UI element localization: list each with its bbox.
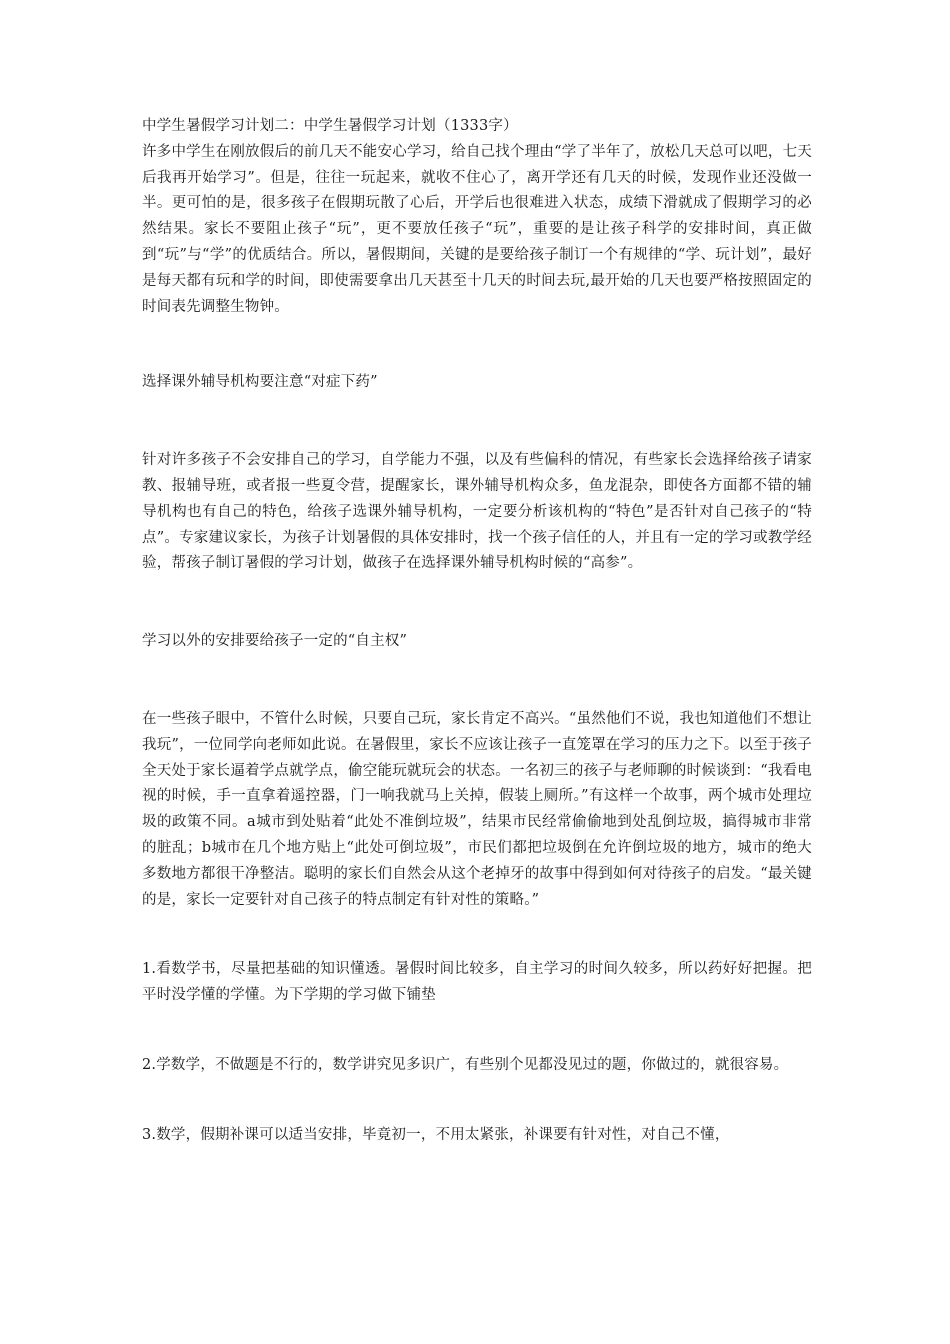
- spacer: [142, 396, 812, 448]
- spacer: [142, 320, 812, 370]
- list-item-1: 1.看数学书，尽量把基础的知识懂透。暑假时间比较多，自主学习的时间久较多，所以药好好把握。把平时没学懂的学懂。为下学期的学习做下铺垫: [142, 961, 812, 1004]
- section-heading-tutoring: 选择课外辅导机构要注意“对症下药”: [142, 374, 378, 391]
- spacer: [142, 577, 812, 629]
- spacer: [142, 1009, 812, 1053]
- document-page: [142, 114, 812, 1149]
- spacer: [142, 1079, 812, 1123]
- intro-paragraph: 许多中学生在刚放假后的前几天不能安心学习，给自己找个理由“学了半年了，放松几天总可以吧，七天后我再开始学习”。但是，往往一玩起来，就收不住心了，离开学还有几天的时候，发现作业还没做一半。更可怕的是，很多孩子在假期玩散了心后，开学后也很难进入状态，成绩下滑就成了假期学习的必然结果。家长不要阻止孩子“玩”，更不要放任孩子“玩”，重要的是让孩子科学的安排时间，真正做到“玩”与“学”的优质结合。所以，暑假期间，关键的是要给孩子制订一个有规律的“学、玩计划”，最好是每天都有玩和学的时间，即使需要拿出几天甚至十几天的时间去玩,最开始的几天也要严格按照固定的时间表先调整生物钟。: [142, 143, 812, 315]
- autonomy-paragraph: 在一些孩子眼中，不管什么时候，只要自己玩，家长肯定不高兴。“虽然他们不说，我也知道他们不想让我玩”，一位同学向老师如此说。在暑假里，家长不应该让孩子一直笼罩在学习的压力之下。以至于孩子全天处于家长逼着学点就学点，偷空能玩就玩会的状态。一名初三的孩子与老师聊的时候谈到：“我看电视的时候，手一直拿着遥控器，门一响我就马上关掉，假装上厕所。”有这样一个故事，两个城市处理垃圾的政策不同。a城市到处贴着“此处不准倒垃圾”，结果市民经常偷偷地到处乱倒垃圾，搞得城市非常的脏乱；b城市在几个地方贴上“此处可倒垃圾”，市民们都把垃圾倒在允许倒垃圾的地方，城市的绝大多数地方都很干净整洁。聪明的家长们自然会从这个老掉牙的故事中得到如何对待孩子的启发。“最关键的是，家长一定要针对自己孩子的特点制定有针对性的策略。”: [142, 710, 812, 908]
- document-title: 中学生暑假学习计划二：中学生暑假学习计划（1333字）: [142, 118, 518, 134]
- spacer: [142, 655, 812, 707]
- list-item-2: 2.学数学，不做题是不行的，数学讲究见多识广，有些别个见都没见过的题，你做过的，就很容易。: [142, 1056, 789, 1073]
- spacer: [142, 913, 812, 957]
- section-heading-autonomy: 学习以外的安排要给孩子一定的“自主权”: [142, 633, 408, 650]
- list-item-3: 3.数学，假期补课可以适当安排，毕竟初一，不用太紧张，补课要有针对性，对自己不懂，: [142, 1126, 730, 1143]
- tutoring-paragraph: 针对许多孩子不会安排自己的学习，自学能力不强，以及有些偏科的情况，有些家长会选择给孩子请家教、报辅导班，或者报一些夏令营，提醒家长，课外辅导机构众多，鱼龙混杂，即使各方面都不错的辅导机构也有自己的特色，给孩子选课外辅导机构，一定要分析该机构的“特色”是否针对自己孩子的“特点”。专家建议家长，为孩子计划暑假的具体安排时，找一个孩子信任的人，并且有一定的学习或教学经验，帮孩子制订暑假的学习计划，做孩子在选择课外辅导机构时候的“高参”。: [142, 452, 812, 572]
